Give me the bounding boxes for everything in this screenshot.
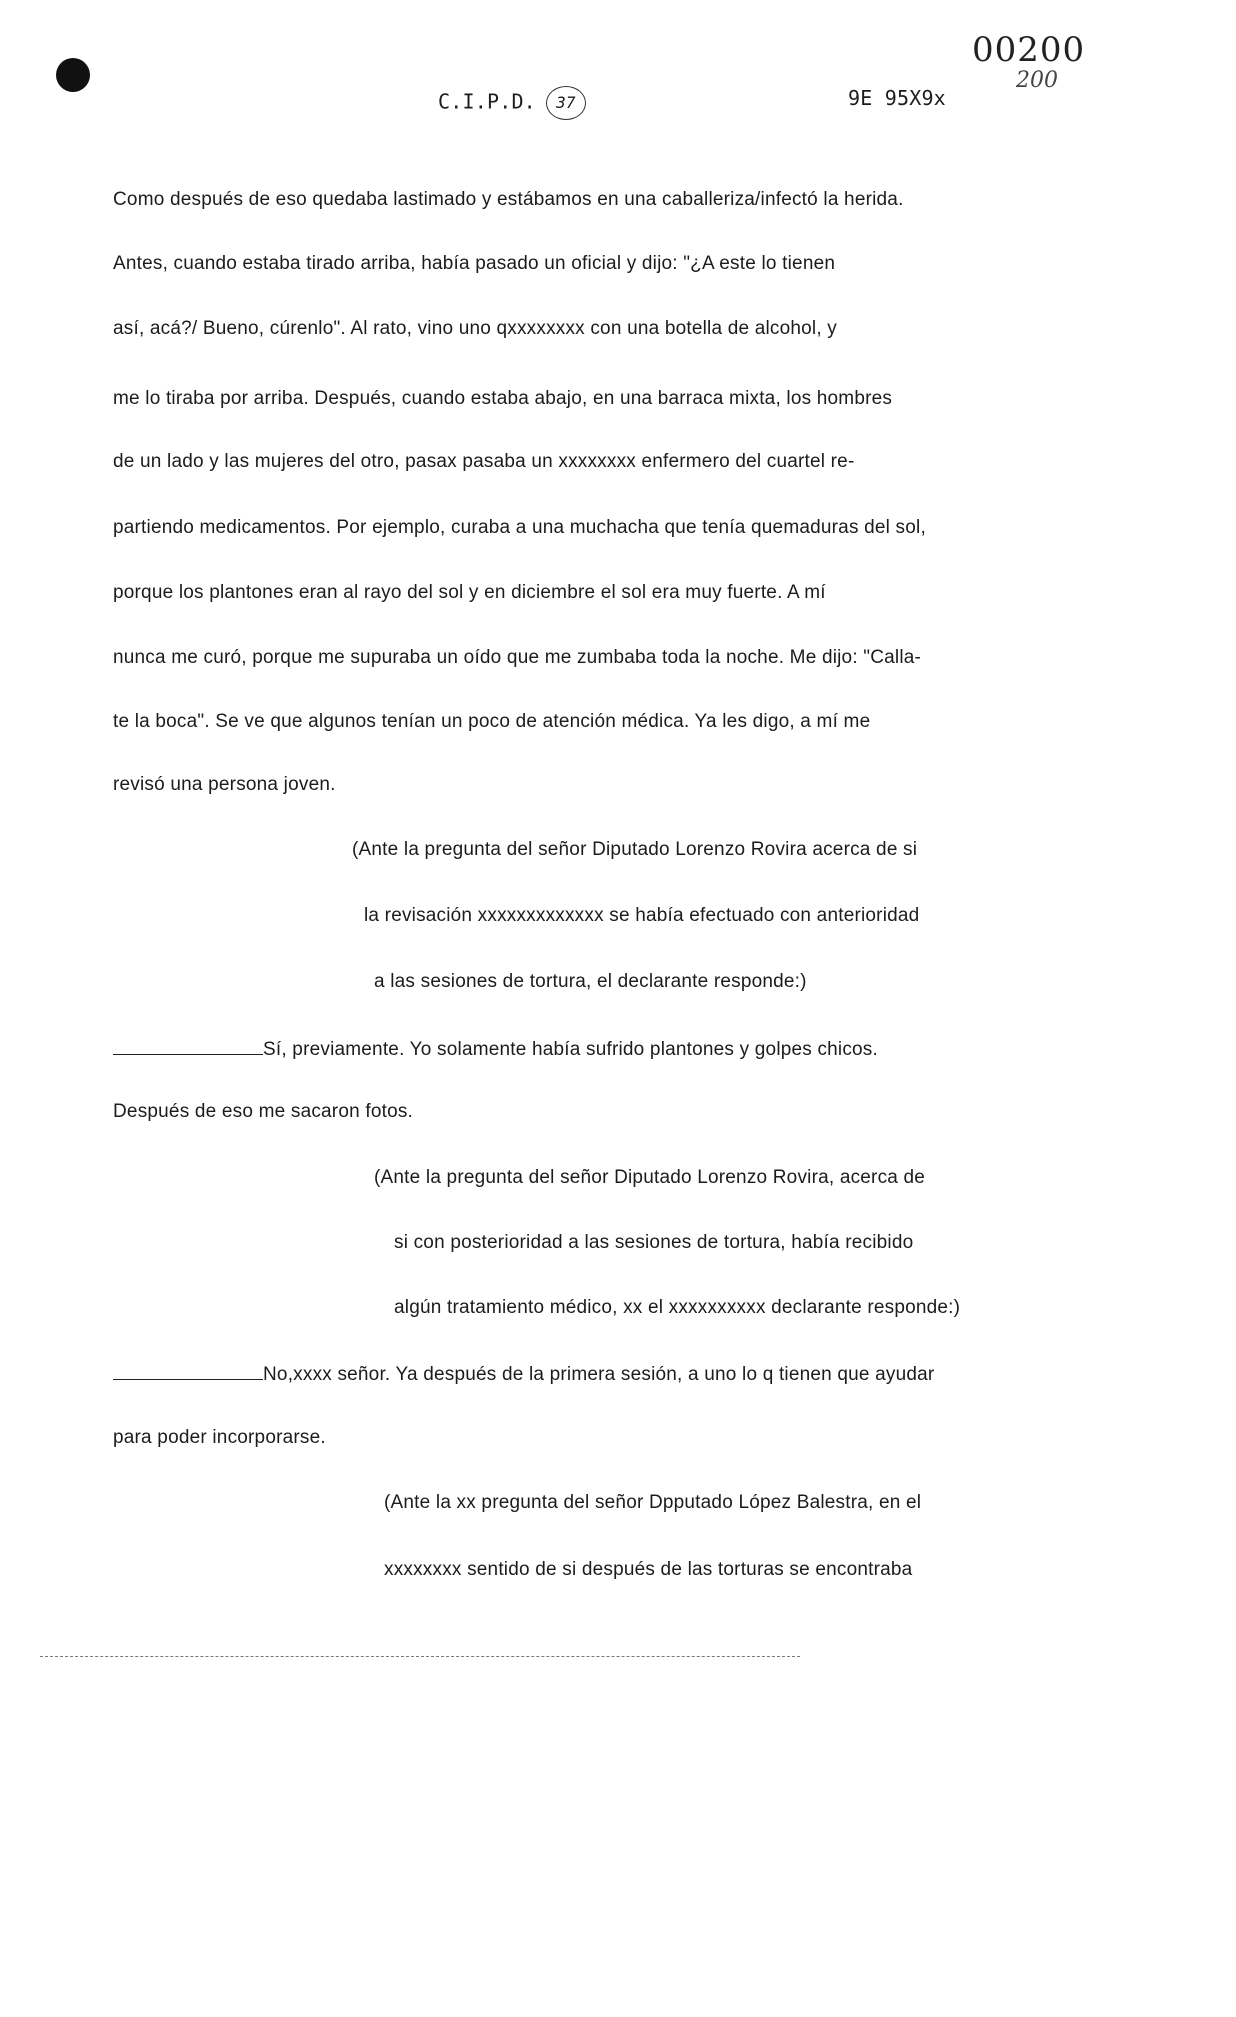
header-institution — [438, 86, 586, 120]
header-reference: 9E 95X9x — [848, 86, 946, 110]
text-line: así, acá?/ Bueno, cúrenlo". Al rato, vino uno qxxxxxxxx con una botella de alcohol, y — [113, 318, 837, 339]
answer-blank — [113, 1036, 263, 1055]
answer-blank — [113, 1361, 263, 1380]
answer-line — [113, 1361, 934, 1387]
text-line: para poder incorporarse. — [113, 1427, 326, 1448]
answer-text: No,xxxx señor. Ya después de la primera sesión, a uno lo q tienen que ayudar — [263, 1364, 935, 1385]
text-line: (Ante la pregunta del señor Diputado Lorenzo Rovira acerca de si — [352, 839, 918, 860]
answer-line — [113, 1036, 878, 1062]
text-line: de un lado y las mujeres del otro, pasax pasaba un xxxxxxxx enfermero del cuartel re- — [113, 451, 855, 472]
text-line: si con posterioridad a las sesiones de tortura, había recibido — [394, 1232, 914, 1253]
header-left-text: C.I.P.D. — [438, 89, 536, 114]
text-line: porque los plantones eran al rayo del sol y en diciembre el sol era muy fuerte. A mí — [113, 582, 826, 603]
handwritten-page-number: 200 — [1016, 68, 1058, 93]
answer-text: Sí, previamente. Yo solamente había sufrido plantones y golpes chicos. — [263, 1039, 878, 1060]
text-line: partiendo medicamentos. Por ejemplo, curaba a una muchacha que tenía quemaduras del sol, — [113, 517, 926, 538]
text-line: me lo tiraba por arriba. Después, cuando estaba abajo, en una barraca mixta, los hombres — [113, 388, 893, 409]
text-line: (Ante la pregunta del señor Diputado Lorenzo Rovira, acerca de — [374, 1167, 926, 1188]
text-line: nunca me curó, porque me supuraba un oído que me zumbaba toda la noche. Me dijo: "Calla- — [113, 647, 922, 668]
punch-hole-mark — [56, 58, 90, 92]
text-line: revisó una persona joven. — [113, 774, 336, 795]
bottom-divider — [40, 1656, 800, 1657]
text-line: Como después de eso quedaba lastimado y estábamos en una caballeriza/infectó la herida. — [113, 189, 904, 210]
text-line: Después de eso me sacaron fotos. — [113, 1101, 414, 1122]
text-line: te la boca". Se ve que algunos tenían un poco de atención médica. Ya les digo, a mí me — [113, 711, 871, 732]
text-line: Antes, cuando estaba tirado arriba, había pasado un oficial y dijo: "¿A este lo tienen — [113, 253, 836, 274]
circled-number: 37 — [546, 86, 586, 120]
text-line: xxxxxxxx sentido de si después de las torturas se encontraba — [384, 1559, 913, 1580]
text-line: a las sesiones de tortura, el declarante responde:) — [374, 971, 807, 992]
page-number: 00200 — [972, 30, 1086, 70]
text-line: algún tratamiento médico, xx el xxxxxxxxxx declarante responde:) — [394, 1297, 961, 1318]
text-line: la revisación xxxxxxxxxxxxx se había efectuado con anterioridad — [364, 905, 920, 926]
text-line: (Ante la xx pregunta del señor Dpputado López Balestra, en el — [384, 1492, 922, 1513]
